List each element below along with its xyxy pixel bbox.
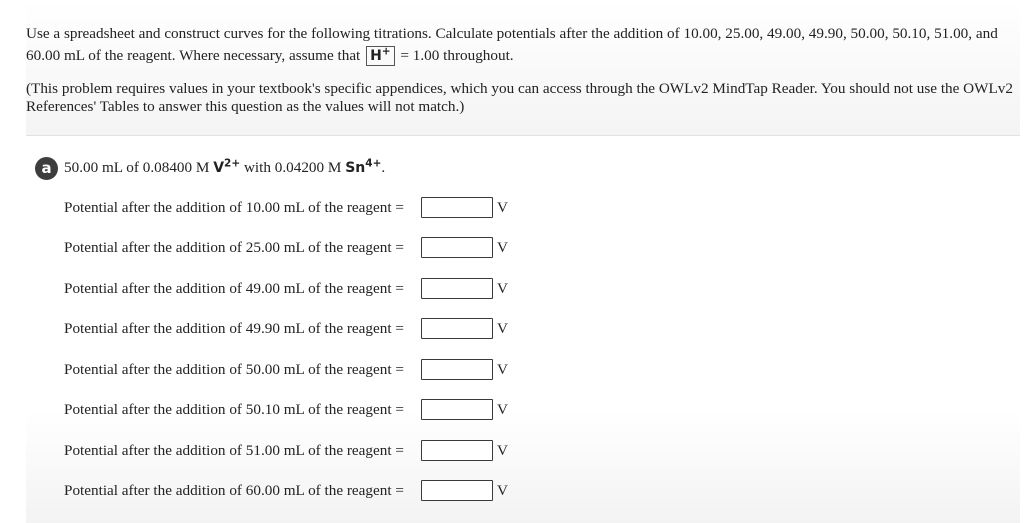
vanadium-charge: 2+ <box>224 157 241 170</box>
hydrogen-symbol: H <box>370 48 382 64</box>
tin-charge: 4+ <box>365 157 382 170</box>
potential-input-10[interactable] <box>421 197 493 218</box>
potential-label: Potential after the addition of 49.00 mL of the reagent = <box>64 280 404 297</box>
part-a-title <box>64 159 385 177</box>
potential-input-25[interactable] <box>421 237 493 258</box>
potential-input-49[interactable] <box>421 278 493 299</box>
tin-symbol: Sn <box>345 160 366 176</box>
problem-statement <box>26 23 1016 67</box>
unit-label: V <box>497 280 508 297</box>
potential-input-50[interactable] <box>421 359 493 380</box>
potential-label: Potential after the addition of 49.90 mL of the reagent = <box>64 320 404 337</box>
vanadium-symbol: V <box>213 160 225 176</box>
unit-label: V <box>497 199 508 216</box>
potential-label: Potential after the addition of 60.00 mL of the reagent = <box>64 482 404 499</box>
potential-input-49-90[interactable] <box>421 318 493 339</box>
potential-label: Potential after the addition of 50.00 mL of the reagent = <box>64 361 404 378</box>
hydrogen-charge: + <box>381 45 391 58</box>
titrand-text: 50.00 mL of 0.08400 M <box>64 159 210 176</box>
titrant-text: with 0.04200 M <box>243 159 342 176</box>
potential-label: Potential after the addition of 10.00 mL of the reagent = <box>64 199 404 216</box>
unit-label: V <box>497 442 508 459</box>
potential-label: Potential after the addition of 25.00 mL of the reagent = <box>64 239 404 256</box>
problem-text: Use a spreadsheet and construct curves for the following titrations. Calculate potentials after the addition of 10.00, 25.00, 49.00, 49.90, 50.00, 50.10, 51.00, and 60.00 mL of the reagent. Where necessary, assume that <box>26 25 998 64</box>
unit-label: V <box>497 239 508 256</box>
potential-input-60[interactable] <box>421 480 493 501</box>
title-period: . <box>381 159 386 176</box>
unit-label: V <box>497 482 508 499</box>
problem-intro <box>26 0 1020 136</box>
potential-input-51[interactable] <box>421 440 493 461</box>
unit-label: V <box>497 361 508 378</box>
hydrogen-ion-concentration <box>366 46 395 66</box>
unit-label: V <box>497 320 508 337</box>
part-a <box>26 145 1020 523</box>
part-a-badge: a <box>35 157 58 180</box>
potential-label: Potential after the addition of 50.10 mL of the reagent = <box>64 401 404 418</box>
potential-input-50-10[interactable] <box>421 399 493 420</box>
vanadium-ion <box>213 157 241 176</box>
tin-ion <box>345 157 382 176</box>
appendix-note: (This problem requires values in your textbook's specific appendices, which you can access through the OWLv2 MindTap Reader. You should not use the OWLv2 References' Tables to answer this question as the values will not match.) <box>26 80 1013 115</box>
potential-label: Potential after the addition of 51.00 mL of the reagent = <box>64 442 404 459</box>
unit-label: V <box>497 401 508 418</box>
assumption-text: = 1.00 throughout. <box>400 47 514 64</box>
